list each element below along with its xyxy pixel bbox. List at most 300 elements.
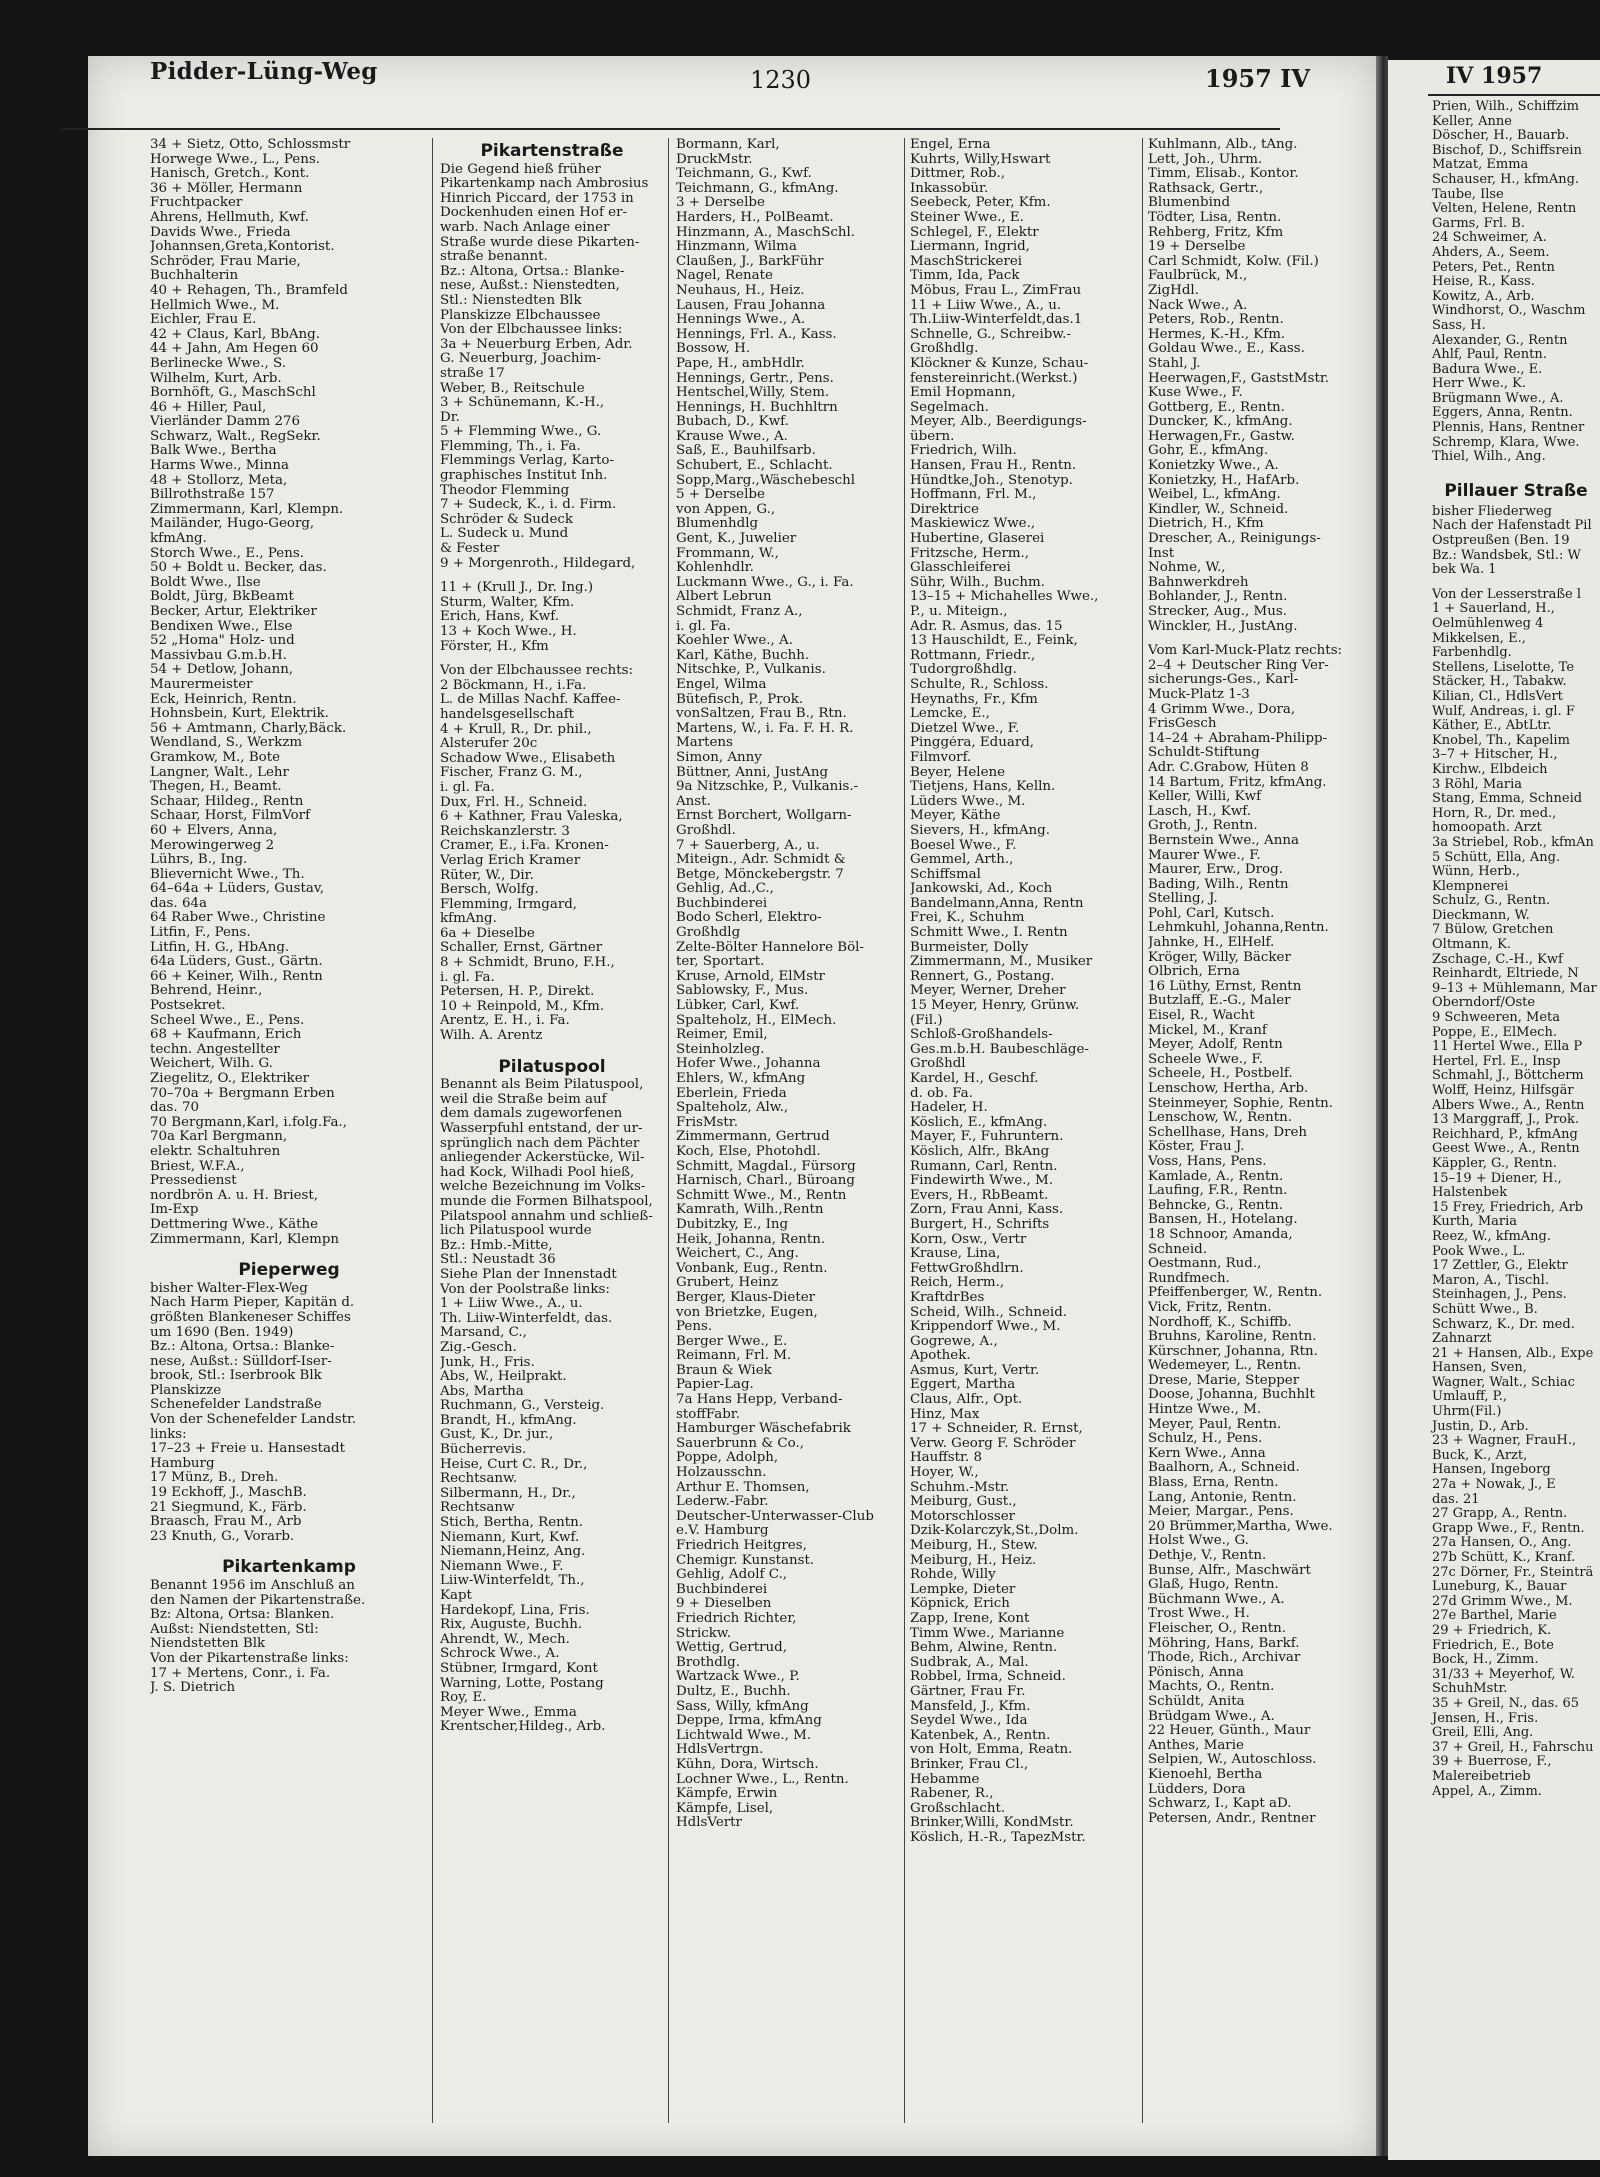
- directory-line: Anst.: [676, 794, 711, 809]
- directory-line: Dittmer, Rob.,: [910, 167, 1006, 182]
- directory-line: Dubitzky, E., Ing: [676, 1217, 789, 1232]
- directory-line: Grapp Wwe., F., Rentn.: [1432, 1520, 1585, 1536]
- directory-line: den Namen der Pikartenstraße.: [150, 1593, 366, 1608]
- directory-line: 1 + Sauerland, H.,: [1432, 601, 1555, 617]
- directory-line: Schwarz, I., Kapt aD.: [1148, 1797, 1292, 1812]
- directory-line: Selpien, W., Autoschloss.: [1148, 1753, 1317, 1768]
- directory-line: Pressedienst: [150, 1174, 237, 1189]
- directory-line: Bandelmann,Anna, Rentn: [910, 896, 1084, 911]
- directory-line: Hauffstr. 8: [910, 1451, 983, 1466]
- directory-line: Rechtsanw: [440, 1501, 515, 1516]
- directory-line: Behm, Alwine, Rentn.: [910, 1641, 1058, 1656]
- directory-line: Brinker,Willi, KondMstr.: [910, 1816, 1074, 1831]
- directory-line: Bodo Scherl, Elektro-: [676, 911, 822, 926]
- directory-line: Petersen, Andr., Rentner: [1148, 1811, 1316, 1826]
- directory-line: Schröder, Frau Marie,: [150, 254, 301, 269]
- directory-line: Merowingerweg 2: [150, 838, 275, 853]
- directory-line: Meyer Wwe., Emma: [440, 1705, 577, 1720]
- directory-line: Braun & Wiek: [676, 1363, 772, 1378]
- directory-line: Arthur E. Thomsen,: [676, 1480, 810, 1495]
- directory-line: L. Sudeck u. Mund: [440, 527, 569, 542]
- directory-line: Hardekopf, Lina, Fris.: [440, 1603, 590, 1618]
- directory-line: Emil Hopmann,: [910, 386, 1016, 401]
- directory-line: Hamburg: [150, 1456, 215, 1471]
- directory-line: Kruse, Arnold, ElMstr: [676, 969, 825, 984]
- directory-line: Lang, Antonie, Rentn.: [1148, 1490, 1297, 1505]
- directory-line: 7 Bülow, Gretchen: [1432, 922, 1554, 938]
- spacer: [150, 1247, 428, 1257]
- directory-line: Baalhorn, A., Schneid.: [1148, 1461, 1300, 1476]
- directory-line: Meyer, Käthe: [910, 809, 1001, 824]
- directory-line: Kamlade, A., Rentn.: [1148, 1169, 1284, 1184]
- directory-line: Braasch, Frau M., Arb: [150, 1515, 302, 1530]
- directory-line: Bernstein Wwe., Anna: [1148, 833, 1299, 848]
- directory-line: 27a + Nowak, J., E: [1432, 1477, 1556, 1493]
- directory-line: nordbrön A. u. H. Briest,: [150, 1188, 319, 1203]
- directory-line: Hohnsbein, Kurt, Elektrik.: [150, 707, 329, 722]
- directory-line: Mickel, M., Kranf: [1148, 1023, 1267, 1038]
- directory-line: Schütt Wwe., B.: [1432, 1301, 1538, 1317]
- directory-line: Bütefisch, P., Prok.: [676, 692, 804, 707]
- directory-line: Martens, W., i. Fa. F. H. R.: [676, 721, 854, 736]
- directory-line: Bading, Wilh., Rentn: [1148, 877, 1289, 892]
- directory-line: Rundfmech.: [1148, 1271, 1230, 1286]
- directory-line: Berlinecke Wwe., S.: [150, 356, 286, 371]
- directory-line: Bischof, D., Schiffsrein: [1432, 142, 1582, 158]
- directory-line: Hansen, Frau H., Rentn.: [910, 459, 1077, 474]
- directory-line: Pook Wwe., L.: [1432, 1243, 1526, 1259]
- directory-line: Beyer, Helene: [910, 765, 1006, 780]
- directory-line: 7 + Sauerberg, A., u.: [676, 838, 820, 853]
- directory-line: Miteign., Adr. Schmidt &: [676, 853, 846, 868]
- directory-line: Vick, Fritz, Rentn.: [1148, 1300, 1272, 1315]
- directory-line: Kohlenhdlr.: [676, 561, 754, 576]
- directory-line: 42 + Claus, Karl, BbAng.: [150, 327, 321, 342]
- directory-line: Stang, Emma, Schneid: [1432, 791, 1583, 807]
- directory-line: Wasserpfuhl entstand, der ur-: [440, 1122, 643, 1136]
- directory-line: Bz.: Hmb.-Mitte,: [440, 1238, 553, 1253]
- directory-line: 27e Barthel, Marie: [1432, 1608, 1557, 1624]
- section-title: Pillauer Straße: [1444, 480, 1588, 501]
- directory-line: Oestmann, Rud.,: [1148, 1257, 1262, 1272]
- directory-line: Köster, Frau J.: [1148, 1140, 1245, 1155]
- directory-line: ZigHdl.: [1148, 283, 1199, 298]
- directory-line: Scheid, Wilh., Schneid.: [910, 1305, 1068, 1320]
- spacer: [440, 571, 664, 581]
- directory-line: Förster, H., Kfm: [440, 639, 549, 654]
- directory-line: Außst: Niendstetten, Stl:: [150, 1622, 319, 1637]
- directory-line: Oltmann, K.: [1432, 937, 1511, 953]
- directory-line: Bossow, H.: [676, 342, 751, 357]
- directory-line: Rathsack, Gertr.,: [1148, 181, 1264, 196]
- directory-line: Nordhoff, K., Schiffb.: [1148, 1315, 1292, 1330]
- directory-line: Sudbrak, A., Mal.: [910, 1655, 1029, 1670]
- directory-line: 19 + Derselbe: [1148, 240, 1246, 255]
- directory-line: 66 + Keiner, Wilh., Rentn: [150, 969, 323, 984]
- directory-line: 60 + Elvers, Anna,: [150, 823, 278, 838]
- directory-line: 46 + Hiller, Paul,: [150, 400, 267, 415]
- directory-line: Scheele Wwe., F.: [1148, 1052, 1263, 1067]
- directory-line: 17–23 + Freie u. Hansestadt: [150, 1442, 345, 1457]
- directory-line: Koch, Else, Photohdl.: [676, 1144, 821, 1159]
- directory-line: Brothdlg.: [676, 1655, 740, 1670]
- directory-line: Rechtsanw.: [440, 1472, 518, 1487]
- directory-line: Maurermeister: [150, 677, 253, 692]
- directory-line: Hofer Wwe., Johanna: [676, 1057, 821, 1072]
- directory-line: Schulte, R., Schloss.: [910, 677, 1049, 692]
- directory-line: 20 Brümmer,Martha, Wwe.: [1148, 1519, 1333, 1534]
- directory-line: Großhdlg.: [910, 342, 979, 357]
- directory-line: Brinker, Frau Cl.,: [910, 1757, 1029, 1772]
- directory-line: Ernst Borchert, Wollgarn-: [676, 809, 852, 824]
- directory-line: Blass, Erna, Rentn.: [1148, 1476, 1279, 1491]
- directory-line: Velten, Helene, Rentn: [1432, 201, 1577, 217]
- directory-line: 3 + Derselbe: [676, 196, 765, 211]
- directory-line: HdlsVertrgn.: [676, 1743, 764, 1758]
- directory-line: Spalteholz, H., ElMech.: [676, 1013, 837, 1028]
- directory-line: Gehlig, Adolf C.,: [676, 1568, 787, 1583]
- directory-line: Büchmann Wwe., A.: [1148, 1592, 1285, 1607]
- directory-line: Simon, Anny: [676, 750, 762, 765]
- directory-line: Wulf, Andreas, i. gl. F: [1432, 703, 1575, 719]
- directory-line: Bendixen Wwe., Else: [150, 619, 293, 634]
- directory-line: 5 + Flemming Wwe., G.: [440, 425, 602, 440]
- directory-line: J. S. Dietrich: [150, 1681, 236, 1696]
- directory-line: Krippendorf Wwe., M.: [910, 1320, 1061, 1335]
- directory-line: 3–7 + Hitscher, H.,: [1432, 747, 1558, 763]
- directory-line: Tudorgroßhdlg.: [910, 663, 1017, 678]
- directory-line: Lasch, H., Kwf.: [1148, 804, 1252, 819]
- directory-line: Engel, Wilma: [676, 677, 767, 692]
- directory-line: Geest Wwe., A., Rentn: [1432, 1141, 1580, 1157]
- directory-line: Meier, Margar., Pens.: [1148, 1505, 1294, 1520]
- directory-line: Burgert, H., Schrifts: [910, 1217, 1050, 1232]
- column-4: [910, 138, 1138, 2128]
- directory-line: FrisGesch: [1148, 717, 1217, 732]
- directory-line: Reimann, Frl. M.: [676, 1349, 792, 1364]
- directory-line: Theodor Flemming: [440, 483, 570, 498]
- directory-line: Malereibetrieb: [1432, 1768, 1531, 1784]
- directory-line: Harnisch, Charl., Büroang: [676, 1174, 855, 1189]
- directory-line: Hennings, Gertr., Pens.: [676, 371, 834, 386]
- directory-line: Frei, K., Schuhm: [910, 911, 1025, 926]
- directory-line: Schmitt Wwe., M., Rentn: [676, 1188, 847, 1203]
- directory-line: Pinggéra, Eduard,: [910, 736, 1035, 751]
- directory-line: Von der Lesserstraße l: [1432, 586, 1581, 602]
- directory-line: munde die Formen Bilhatspool,: [440, 1194, 653, 1209]
- directory-line: Filmvorf.: [910, 750, 972, 765]
- directory-line: Bz.: Wandsbek, Stl.: W: [1432, 547, 1581, 563]
- directory-line: Meyer, Werner, Dreher: [910, 984, 1066, 999]
- directory-line: Thegen, H., Beamt.: [150, 780, 282, 795]
- directory-line: Schneid.: [1148, 1242, 1207, 1257]
- directory-line: Hertel, Frl. E., Insp: [1432, 1053, 1561, 1069]
- directory-line: nese, Außst.: Sülldorf-Iser-: [150, 1354, 332, 1369]
- directory-line: 50 + Boldt u. Becker, das.: [150, 561, 327, 576]
- directory-line: Betge, Mönckebergstr. 7: [676, 867, 844, 882]
- directory-line: 2–4 + Deutscher Ring Ver-: [1148, 658, 1329, 673]
- directory-line: Reinhardt, Eltriede, N: [1432, 966, 1579, 982]
- directory-line: Duncker, K., kfmAng.: [1148, 415, 1293, 430]
- directory-line: Ges.m.b.H. Baubeschläge-: [910, 1042, 1089, 1057]
- directory-line: Schmidt, Franz A.,: [676, 605, 803, 619]
- directory-line: straße 17: [440, 366, 505, 381]
- directory-line: Rehberg, Fritz, Kfm: [1148, 225, 1284, 240]
- directory-line: Balk Wwe., Bertha: [150, 444, 277, 459]
- directory-line: Benannt als Beim Pilatuspool,: [440, 1078, 644, 1093]
- directory-line: Luneburg, K., Bauar: [1432, 1579, 1567, 1595]
- directory-line: 15 Frey, Friedrich, Arb: [1432, 1199, 1584, 1215]
- directory-line: Gottberg, E., Rentn.: [1148, 400, 1285, 415]
- directory-line: Bruhns, Karoline, Rentn.: [1148, 1330, 1317, 1345]
- spacer: [1432, 465, 1600, 475]
- directory-line: Sopp,Marg.,Wäschebeschl: [676, 473, 856, 488]
- directory-line: Wendland, S., Werkzm: [150, 736, 303, 751]
- directory-line: Flemmings Verlag, Karto-: [440, 454, 614, 469]
- directory-line: Schellhase, Hans, Dreh: [1148, 1125, 1308, 1140]
- directory-line: (Fil.): [910, 1013, 943, 1028]
- directory-line: Bornhöft, G., MaschSchl: [150, 386, 316, 401]
- directory-line: Hintze Wwe., M.: [1148, 1403, 1262, 1418]
- directory-line: homoopath. Arzt: [1432, 820, 1542, 836]
- directory-line: Dethje, V., Rentn.: [1148, 1549, 1267, 1563]
- directory-line: Wünn, Herb.,: [1432, 864, 1521, 880]
- directory-line: Th.Liiw-Winterfeldt,das.1: [910, 313, 1083, 328]
- directory-line: G. Neuerburg, Joachim-: [440, 352, 602, 367]
- directory-line: Boesel Wwe., F.: [910, 838, 1017, 853]
- directory-line: Alsterufer 20c: [440, 737, 538, 752]
- directory-line: Briest, W.F.A.,: [150, 1159, 245, 1174]
- directory-line: Nohme, W.,: [1148, 561, 1226, 576]
- directory-line: Krause, Lina,: [910, 1247, 1001, 1262]
- directory-line: das. 21: [1432, 1491, 1480, 1507]
- directory-line: Harms Wwe., Minna: [150, 459, 290, 474]
- directory-line: Albers Wwe., A., Rentn: [1432, 1097, 1585, 1113]
- directory-line: Reichskanzlerstr. 3: [440, 824, 570, 839]
- directory-line: 56 + Amtmann, Charly,Bäck.: [150, 721, 347, 736]
- directory-line: Hentschel,Willy, Stem.: [676, 386, 830, 401]
- directory-line: 27a Hansen, O., Ang.: [1432, 1535, 1572, 1551]
- directory-line: Adr. R. Asmus, das. 15: [910, 619, 1063, 634]
- directory-line: 36 + Möller, Hermann: [150, 181, 303, 196]
- directory-line: Schulz, G., Rentn.: [1432, 893, 1551, 909]
- directory-line: Voss, Hans, Pens.: [1148, 1154, 1267, 1169]
- directory-line: Kamrath, Wilh.,Rentn: [676, 1203, 824, 1218]
- directory-line: Köslich, H.-R., TapezMstr.: [910, 1830, 1086, 1845]
- directory-line: Kürschner, Johanna, Rtn.: [1148, 1344, 1318, 1359]
- directory-line: Albert Lebrun: [676, 590, 772, 605]
- directory-line: Burmeister, Dolly: [910, 940, 1029, 955]
- directory-line: fenstereinricht.(Werkst.): [910, 371, 1078, 386]
- directory-line: Bubach, D., Kwf.: [676, 415, 789, 430]
- directory-line: Schmitt Wwe., I. Rentn: [910, 926, 1068, 941]
- directory-line: Zapp, Irene, Kont: [910, 1611, 1030, 1626]
- directory-line: Hinzmann, A., MaschSchl.: [676, 225, 856, 240]
- directory-line: Lett, Joh., Uhrm.: [1148, 152, 1263, 167]
- directory-line: 3a Striebel, Rob., kfmAn: [1432, 834, 1594, 850]
- directory-line: Von der Schenefelder Landstr.: [150, 1413, 357, 1428]
- directory-line: 13–15 + Michahelles Wwe.,: [910, 590, 1099, 605]
- directory-line: Bormann, Karl,: [676, 138, 780, 152]
- directory-line: Kämpfe, Lisel,: [676, 1801, 774, 1816]
- directory-line: 9 + Morgenroth., Hildegard,: [440, 556, 636, 571]
- directory-line: Strecker, Aug., Mus.: [1148, 605, 1287, 619]
- directory-line: Schaller, Ernst, Gärtner: [440, 941, 603, 956]
- directory-line: FettwGroßhdlrn.: [910, 1261, 1024, 1276]
- directory-line: 27d Grimm Wwe., M.: [1432, 1593, 1573, 1609]
- directory-line: Benannt 1956 im Anschluß an: [150, 1579, 355, 1593]
- directory-line: 40 + Rehagen, Th., Bramfeld: [150, 283, 349, 298]
- directory-line: Wartzack Wwe., P.: [676, 1670, 800, 1685]
- directory-line: 68 + Kaufmann, Erich: [150, 1028, 302, 1043]
- directory-line: Vierländer Damm 276: [150, 415, 301, 430]
- directory-line: Umlauff, P.,: [1432, 1389, 1507, 1405]
- directory-line: Rennert, G., Postang.: [910, 969, 1055, 984]
- directory-line: Zelte-Bölter Hannelore Böl-: [676, 940, 864, 955]
- directory-line: Deppe, Irma, kfmAng: [676, 1714, 822, 1729]
- spacer: [440, 1044, 664, 1054]
- directory-line: 34 + Sietz, Otto, Schlossmstr: [150, 138, 351, 152]
- directory-line: Fleischer, O., Rentn.: [1148, 1621, 1286, 1636]
- book-gutter: [1376, 56, 1388, 2156]
- directory-line: Harders, H., PolBeamt.: [676, 210, 834, 225]
- directory-line: bisher Walter-Flex-Weg: [150, 1281, 308, 1296]
- directory-line: Sievers, H., kfmAng.: [910, 823, 1050, 838]
- directory-line: Lenschow, Hertha, Arb.: [1148, 1082, 1309, 1096]
- directory-line: Billrothstraße 157: [150, 488, 275, 503]
- directory-line: weil die Straße beim auf: [440, 1092, 607, 1107]
- directory-line: Dockenhuden einen Hof er-: [440, 206, 628, 221]
- directory-line: Schwarz, Walt., RegSekr.: [150, 429, 321, 444]
- directory-line: Reimer, Emil,: [676, 1028, 768, 1043]
- directory-line: Stich, Bertha, Rentn.: [440, 1516, 584, 1531]
- directory-line: Ehlers, W., kfmAng: [676, 1072, 806, 1086]
- directory-line: Timm Wwe., Marianne: [910, 1626, 1065, 1641]
- directory-line: 14 Bartum, Fritz, kfmAng.: [1148, 775, 1327, 790]
- directory-line: Lichtwald Wwe., M.: [676, 1728, 812, 1743]
- directory-line: HdlsVertr: [676, 1816, 742, 1831]
- directory-line: 9 + Dieselben: [676, 1597, 772, 1612]
- directory-line: Farbenhdlg.: [1432, 645, 1512, 661]
- directory-line: 2 Böckmann, H., i.Fa.: [440, 678, 587, 693]
- directory-line: Dieckmann, W.: [1432, 907, 1530, 923]
- directory-line: 27b Schütt, K., Kranf.: [1432, 1550, 1576, 1565]
- directory-line: Schröder & Sudeck: [440, 512, 573, 527]
- directory-line: Direktrice: [910, 502, 979, 517]
- directory-line: Kienoehl, Bertha: [1148, 1767, 1263, 1782]
- directory-line: Sass, Willy, kfmAng: [676, 1699, 809, 1714]
- directory-line: Niendstetten Blk: [150, 1637, 266, 1652]
- directory-line: von Holt, Emma, Reatn.: [910, 1743, 1073, 1758]
- directory-line: i. gl. Fa.: [440, 970, 495, 985]
- directory-line: 4 + Krull, R., Dr. phil.,: [440, 722, 592, 737]
- directory-line: 70 Bergmann,Karl, i.folg.Fa.,: [150, 1115, 347, 1130]
- directory-line: Steinmeyer, Sophie, Rentn.: [1148, 1096, 1333, 1111]
- directory-line: Kardel, H., Geschf.: [910, 1072, 1039, 1086]
- directory-line: Koehler Wwe., A.: [676, 634, 793, 649]
- directory-line: anliegender Ackerstücke, Wil-: [440, 1151, 645, 1166]
- directory-line: Deutscher-Unterwasser-Club: [676, 1509, 874, 1524]
- directory-line: 21 + Hansen, Alb., Expe: [1432, 1345, 1594, 1361]
- directory-line: Nack Wwe., A.: [1148, 298, 1248, 313]
- directory-line: links:: [150, 1427, 187, 1442]
- directory-line: Papier-Lag.: [676, 1378, 754, 1393]
- column-1: [150, 138, 428, 2128]
- directory-line: Döscher, H., Bauarb.: [1432, 128, 1570, 144]
- directory-line: Brandt, H., kfmAng.: [440, 1413, 577, 1428]
- directory-line: Horwege Wwe., L., Pens.: [150, 152, 320, 167]
- directory-line: Behncke, G., Rentn.: [1148, 1198, 1283, 1213]
- directory-line: 31/33 + Meyerhof, W.: [1432, 1666, 1575, 1682]
- directory-line: Dietrich, H., Kfm: [1148, 517, 1264, 532]
- directory-line: Zimmermann, Karl, Klempn.: [150, 502, 344, 517]
- directory-line: Herwagen,Fr., Gastw.: [1148, 429, 1295, 444]
- directory-line: Silbermann, H., Dr.,: [440, 1486, 576, 1501]
- directory-line: Claus, Alfr., Opt.: [910, 1393, 1023, 1408]
- directory-line: Bz: Altona, Ortsa: Blanken.: [150, 1608, 335, 1623]
- directory-line: Hermes, K.-H., Kfm.: [1148, 327, 1286, 342]
- directory-line: had Kock, Wilhadi Pool hieß,: [440, 1165, 635, 1180]
- directory-line: Evers, H., RbBeamt.: [910, 1188, 1049, 1203]
- directory-line: Von der Elbchaussee rechts:: [440, 664, 633, 679]
- directory-line: Frommann, W.,: [676, 546, 779, 561]
- directory-line: Abs, W., Heilprakt.: [440, 1370, 567, 1385]
- directory-line: Ahlf, Paul, Rentn.: [1432, 347, 1547, 363]
- directory-line: Niemann Wwe., F.: [440, 1559, 564, 1574]
- directory-line: Eisel, R., Wacht: [1148, 1009, 1255, 1024]
- directory-line: KraftdrBes: [910, 1290, 985, 1305]
- directory-line: Flemming, Th., i. Fa.: [440, 439, 581, 454]
- directory-line: 35 + Greil, N., das. 65: [1432, 1695, 1580, 1711]
- directory-line: Olbrich, Erna: [1148, 965, 1240, 980]
- directory-line: Niemann, Kurt, Kwf.: [440, 1530, 580, 1545]
- directory-line: Vonbank, Eug., Rentn.: [676, 1261, 828, 1276]
- directory-line: Fischer, Franz G. M.,: [440, 766, 583, 781]
- directory-line: 21 Siegmund, K., Färb.: [150, 1500, 307, 1515]
- directory-line: Kuse Wwe., F.: [1148, 386, 1243, 401]
- directory-line: Halstenbek: [1432, 1185, 1508, 1201]
- directory-line: Bock, H., Zimm.: [1432, 1652, 1539, 1668]
- directory-line: 3 + Schünemann, K.-H.,: [440, 396, 605, 411]
- directory-line: Arentz, E. H., i. Fa.: [440, 1014, 570, 1029]
- directory-line: Windhorst, O., Waschm: [1432, 303, 1586, 319]
- directory-line: Blumenbind: [1148, 196, 1231, 211]
- directory-line: Kröger, Willy, Bäcker: [1148, 950, 1291, 965]
- spacer: [1148, 634, 1370, 644]
- directory-line: sprünglich nach dem Pächter: [440, 1136, 640, 1151]
- directory-line: sicherungs-Ges., Karl-: [1148, 673, 1299, 688]
- directory-line: Mansfeld, J., Kfm.: [910, 1699, 1031, 1714]
- directory-line: Stahl, J.: [1148, 356, 1201, 371]
- directory-line: handelsgesellschaft: [440, 707, 575, 722]
- directory-line: 13 + Koch Wwe., H.: [440, 625, 577, 639]
- directory-line: 24 Schweimer, A.: [1432, 230, 1547, 246]
- directory-line: Nitschke, P., Vulkanis.: [676, 663, 826, 678]
- directory-line: kfmAng.: [440, 912, 497, 927]
- directory-line: Schrock Wwe., A.: [440, 1647, 560, 1662]
- directory-line: Friedrich Heitgres,: [676, 1539, 807, 1553]
- directory-line: Schadow Wwe., Elisabeth: [440, 751, 616, 766]
- directory-line: Fritzsche, Herm.,: [910, 546, 1030, 561]
- directory-line: Heerwagen,F., GaststMstr.: [1148, 371, 1330, 386]
- directory-line: Meyer, Paul, Rentn.: [1148, 1417, 1282, 1432]
- directory-line: 5 + Derselbe: [676, 488, 765, 503]
- directory-line: Winckler, H., JustAng.: [1148, 619, 1298, 634]
- directory-line: Wagner, Walt., Schiac: [1432, 1374, 1575, 1390]
- directory-line: Brüdgam Wwe., A.: [1148, 1709, 1275, 1724]
- directory-line: Spalteholz, Alw.,: [676, 1101, 789, 1116]
- directory-line: Hoyer, W.,: [910, 1466, 979, 1481]
